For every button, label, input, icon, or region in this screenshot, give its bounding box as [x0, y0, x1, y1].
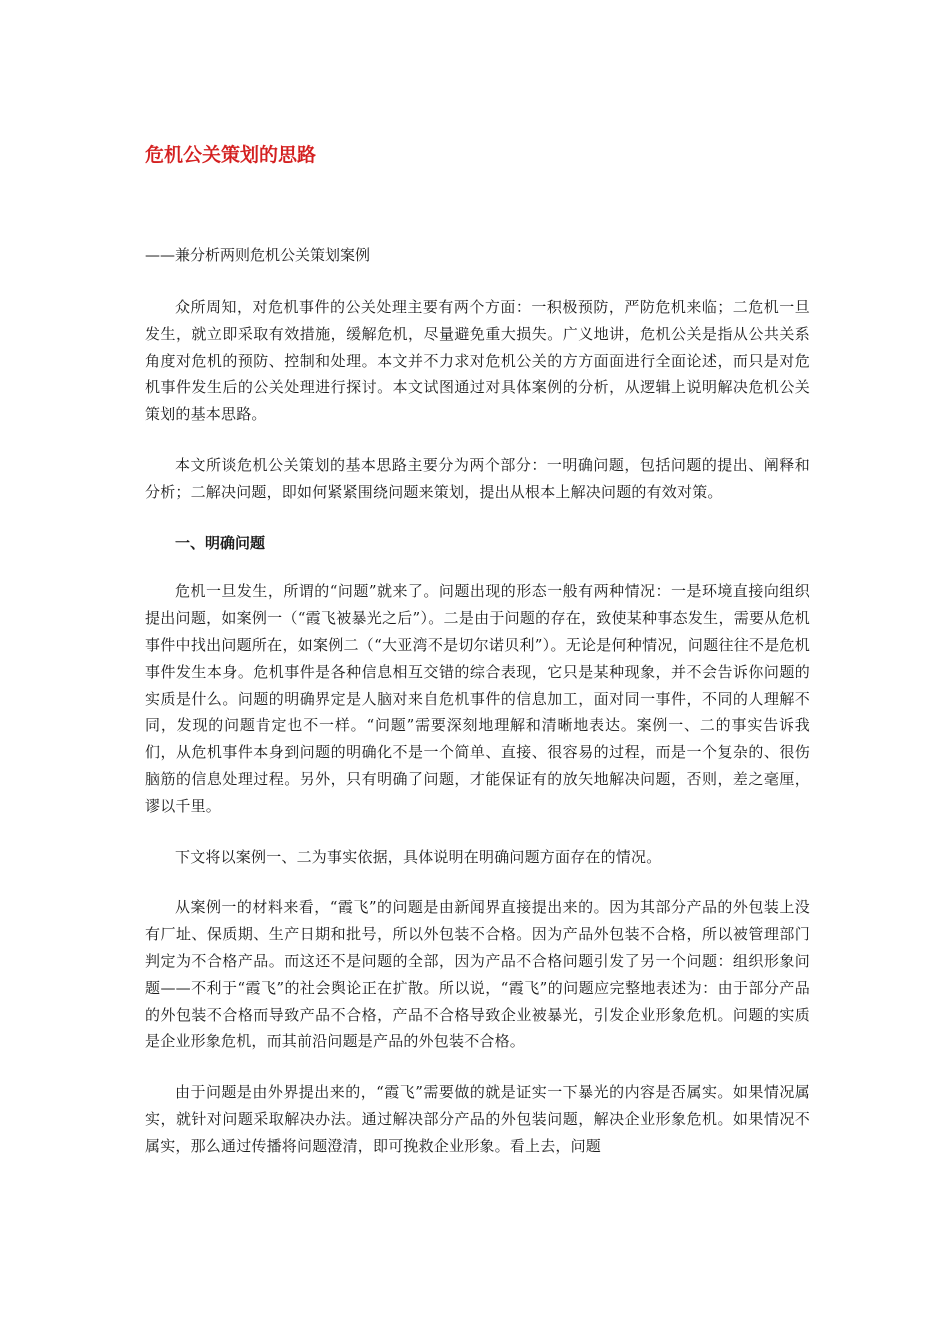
section-heading: 一、明确问题: [175, 533, 266, 552]
paragraph-intro: 众所周知，对危机事件的公关处理主要有两个方面：一积极预防，严防危机来临；二危机一旦发生，就立即采取有效措施，缓解危机，尽量避免重大损失。广义地讲，危机公关是指从公共关系角度对危机的预防、控制和处理。本文并不力求对危机公关的方方面面进行全面论述，而只是对危机事件发生后的公关处理进行探讨。本文试图通过对具体案例的分析，从逻辑上说明解决危机公关策划的基本思路。: [145, 298, 810, 424]
document-title: 危机公关策划的思路: [145, 144, 317, 166]
paragraph-problem-forms: 危机一旦发生，所谓的“问题”就来了。问题出现的形态一般有两种情况：一是环境直接向组织提出问题，如案例一（“霞飞被暴光之后”）。二是由于问题的存在，致使某种事态发生，需要从危机事件中找出问题所在，如案例二（“大亚湾不是切尔诺贝利”）。无论是何种情况，问题往往不是危机事件发生本身。危机事件是各种信息相互交错的综合表现，它只是某种现象，并不会告诉你问题的实质是什么。问题的明确界定是人脑对来自危机事件的信息加工，面对同一事件，不同的人理解不同，发现的问题肯定也不一样。“问题”需要深刻地理解和清晰地表达。案例一、二的事实告诉我们，从危机事件本身到问题的明确化不是一个简单、直接、很容易的过程，而是一个复杂的、很伤脑筋的信息处理过程。另外，只有明确了问题，才能保证有的放矢地解决问题，否则，差之毫厘，谬以千里。: [145, 582, 810, 815]
document-body: [145, 294, 810, 1184]
document-subtitle: ——兼分析两则危机公关策划案例: [145, 246, 371, 264]
paragraph-transition: 下文将以案例一、二为事实依据，具体说明在明确问题方面存在的情况。: [175, 847, 662, 866]
paragraph-outline: 本文所谈危机公关策划的基本思路主要分为两个部分：一明确问题，包括问题的提出、阐释和分析；二解决问题，即如何紧紧围绕问题来策划，提出从根本上解决问题的有效对策。: [145, 455, 810, 501]
paragraph-case-one: 从案例一的材料来看，“霞飞”的问题是由新闻界直接提出来的。因为其部分产品的外包装上没有厂址、保质期、生产日期和批号，所以外包装不合格。因为产品外包装不合格，所以被管理部门判定为不合格产品。而这还不是问题的全部，因为产品不合格问题引发了另一个问题：组织形象问题——不利于“霞飞”的社会舆论正在扩散。所以说，“霞飞”的问题应完整地表述为：由于部分产品的外包装不合格而导致产品不合格，产品不合格导致企业被暴光，引发企业形象危机。问题的实质是企业形象危机，而其前沿问题是产品的外包装不合格。: [145, 898, 810, 1051]
paragraph-case-one-solution: 由于问题是由外界提出来的，“霞飞”需要做的就是证实一下暴光的内容是否属实。如果情况属实，就针对问题采取解决办法。通过解决部分产品的外包装问题，解决企业形象危机。如果情况不属实，那么通过传播将问题澄清，即可挽救企业形象。看上去，问题: [145, 1083, 810, 1155]
